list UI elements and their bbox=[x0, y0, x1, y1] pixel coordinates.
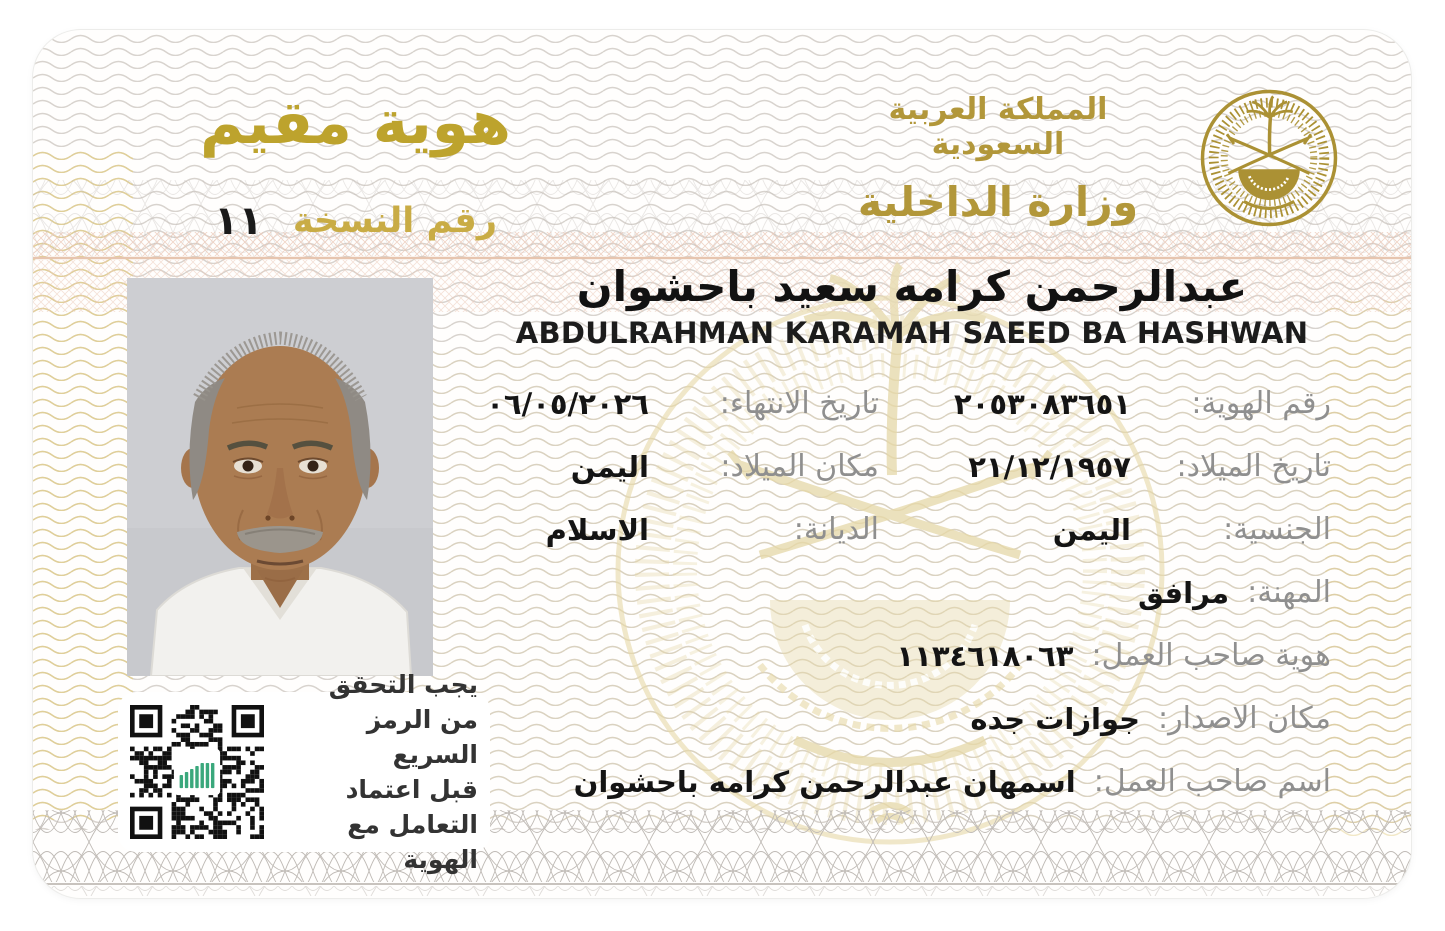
card-title: هوية مقيم bbox=[200, 88, 511, 158]
fields-section bbox=[463, 372, 1331, 813]
qr-code bbox=[130, 705, 264, 839]
field-row bbox=[463, 435, 1331, 498]
qr-notice-line: من الرمز السريع bbox=[366, 705, 478, 769]
field-row bbox=[463, 687, 1331, 750]
qr-notice-line: التعامل مع الهوية bbox=[347, 810, 478, 874]
copy-number bbox=[183, 198, 528, 244]
field-label: هوية صاحب العمل: bbox=[1091, 638, 1331, 673]
field-row bbox=[463, 498, 1331, 561]
field-label: تاريخ الميلاد: bbox=[1176, 449, 1331, 484]
field-label: الجنسية: bbox=[1223, 512, 1331, 547]
field-row bbox=[463, 624, 1331, 687]
field-label: الديانة: bbox=[793, 512, 879, 547]
holder-names bbox=[453, 264, 1371, 350]
field-id-number bbox=[879, 386, 1331, 421]
copy-number-value: ١١ bbox=[213, 198, 263, 244]
field-value: الاسلام bbox=[545, 512, 649, 547]
field-employer-id bbox=[896, 638, 1331, 673]
field-value: اليمن bbox=[1052, 512, 1131, 547]
field-value: ١١٣٤٦١٨٠٦٣ bbox=[896, 638, 1074, 673]
field-value: اسمهان عبدالرحمن كرامه باحشوان bbox=[573, 764, 1076, 799]
holder-photo bbox=[127, 278, 433, 676]
field-row bbox=[463, 750, 1331, 813]
field-occupation bbox=[1138, 575, 1331, 610]
kingdom-name-calligraphy: المملكة العربية السعودية bbox=[888, 92, 1108, 162]
field-label: مكان الميلاد: bbox=[720, 449, 879, 484]
field-label: مكان الاصدار: bbox=[1158, 701, 1331, 736]
field-label: رقم الهوية: bbox=[1191, 386, 1331, 421]
field-religion bbox=[463, 512, 879, 547]
field-value: ٢١/١٢/١٩٥٧ bbox=[968, 449, 1131, 484]
copy-number-label: رقم النسخة bbox=[292, 201, 498, 241]
holder-name-arabic: عبدالرحمن كرامه سعيد باحشوان bbox=[576, 262, 1248, 311]
field-value: ٠٦/٠٥/٢٠٢٦ bbox=[486, 386, 649, 421]
field-birth-place bbox=[463, 449, 879, 484]
field-value: اليمن bbox=[570, 449, 649, 484]
holder-name-english: ABDULRAHMAN KARAMAH SAEED BA HASHWAN bbox=[515, 316, 1309, 351]
field-label: المهنة: bbox=[1247, 575, 1331, 610]
field-issue-place bbox=[970, 701, 1331, 736]
absher-logo-icon bbox=[174, 749, 220, 795]
qr-notice-line: قبل اعتماد bbox=[345, 775, 478, 804]
field-birth-date bbox=[879, 449, 1331, 484]
qr-panel bbox=[118, 670, 490, 874]
qr-notice bbox=[276, 667, 478, 877]
resident-id-card bbox=[33, 30, 1411, 898]
field-row bbox=[463, 561, 1331, 624]
field-label: تاريخ الانتهاء: bbox=[719, 386, 879, 421]
moi-emblem-icon bbox=[1199, 88, 1339, 228]
field-value: مرافق bbox=[1138, 575, 1230, 610]
qr-notice-line: يجب التحقق bbox=[328, 670, 478, 699]
field-label: اسم صاحب العمل: bbox=[1093, 764, 1331, 799]
field-value: جوازات جده bbox=[970, 701, 1141, 736]
field-nationality bbox=[879, 512, 1331, 547]
field-expiry-date bbox=[463, 386, 879, 421]
ministry-name: وزارة الداخلية bbox=[857, 178, 1139, 226]
field-value: ٢٠٥٣٠٨٣٦٥١ bbox=[953, 386, 1131, 421]
field-employer-name bbox=[574, 764, 1331, 799]
issuer-block bbox=[833, 92, 1163, 226]
field-row bbox=[463, 372, 1331, 435]
